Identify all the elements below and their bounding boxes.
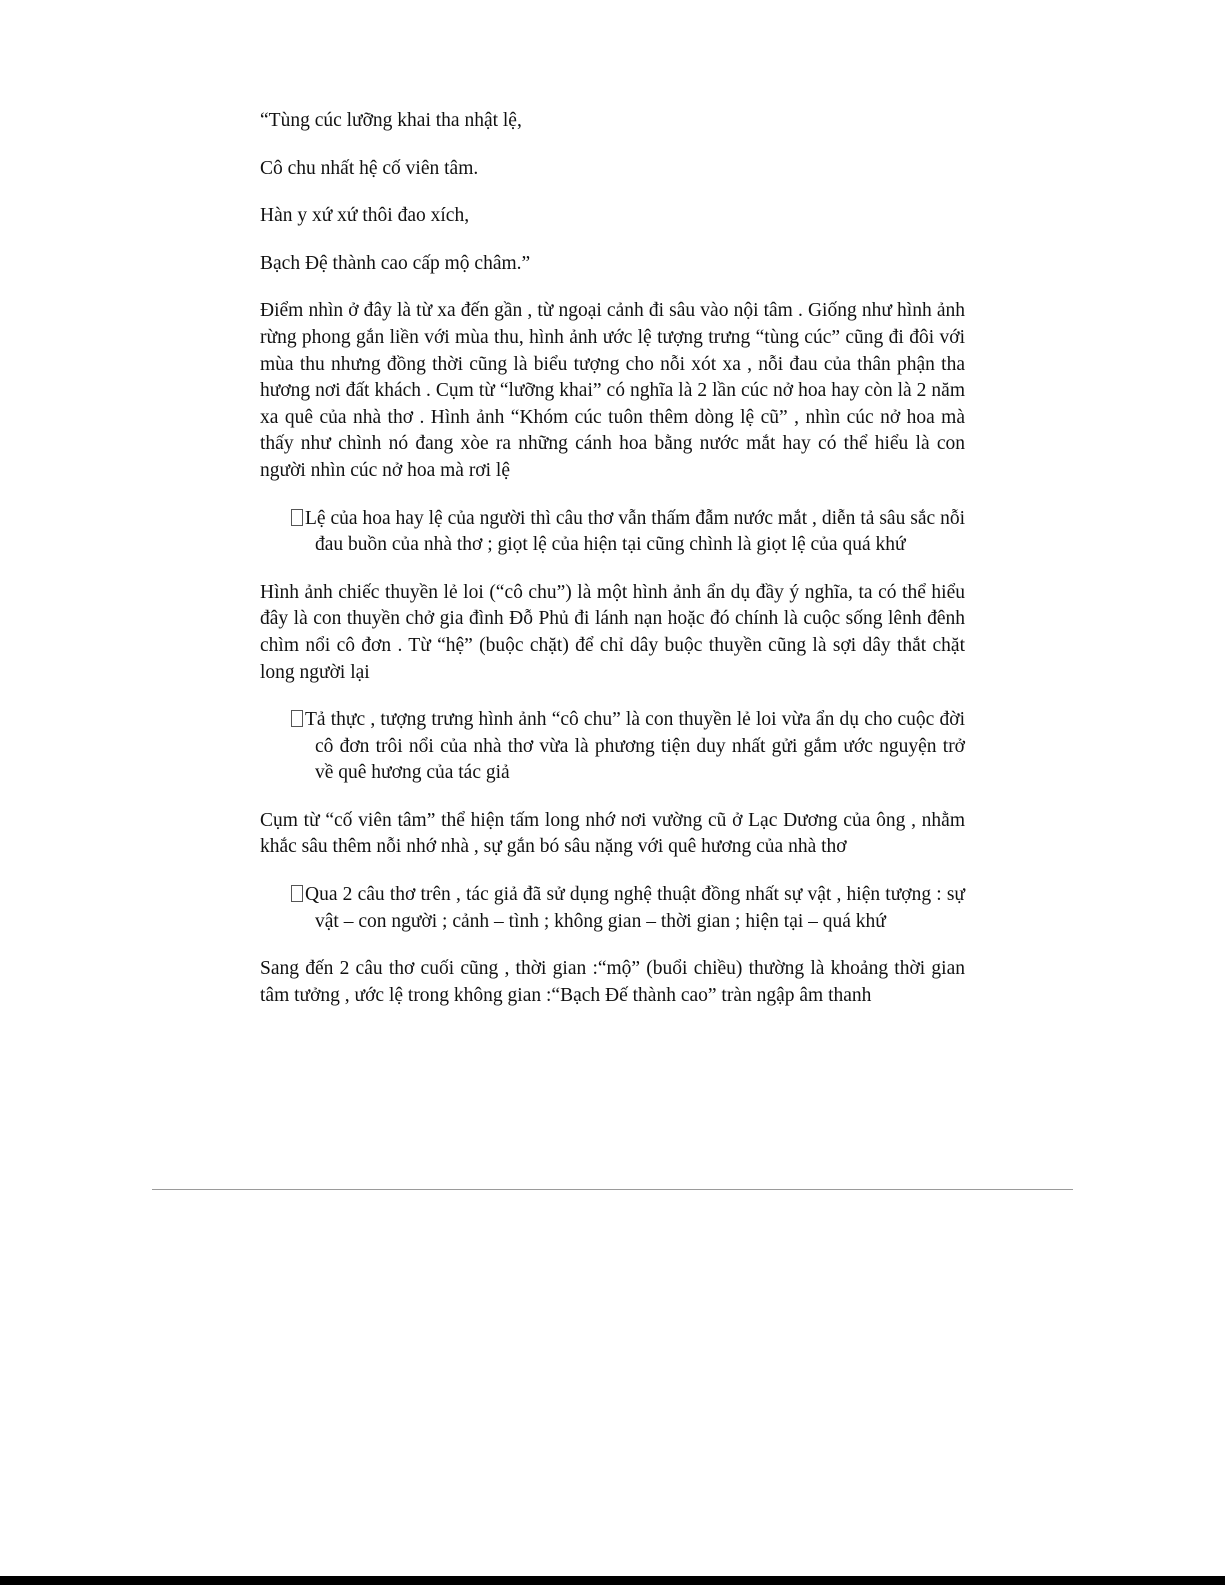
poem-line-1: “Tùng cúc lưỡng khai tha nhật lệ, [260,110,522,131]
missing-glyph-box-icon [291,509,303,526]
poem-line-2: Cô chu nhất hệ cố viên tâm. [260,157,479,179]
document-body [260,108,965,1030]
bullet-item-2 [291,707,965,787]
paragraph-analysis-3: Cụm từ “cố viên tâm” thể hiện tấm long nhớ nơi vường cũ ở Lạc Dương của ông , nhằm khắc sâu thêm nỗi nhớ nhà , sự gắn bó sâu nặng với quê hương của nhà thơ [260,809,965,858]
missing-glyph-box-icon [291,885,303,902]
bullet-item-3 [291,882,965,935]
paragraph-analysis-1: Điểm nhìn ở đây là từ xa đến gần , từ ngoại cảnh đi sâu vào nội tâm . Giống như hình ảnh rừng phong gắn liền với mùa thu, hình ảnh ước lệ tượng trưng “tùng cúc” cũng đi đôi với mùa thu nhưng đồng thời cũng là biểu tượng cho nỗi xót xa , nỗi đau của thân phận tha hương nơi đất khách . Cụm từ “lưỡng khai” có nghĩa là 2 lần cúc nở hoa hay còn là 2 năm xa quê của nhà thơ . Hình ảnh “Khóm cúc tuôn thêm dòng lệ cũ” , nhìn cúc nở hoa mà thấy như chình nó đang xòe ra những cánh hoa bằng nước mắt hay có thể hiểu là con người nhìn cúc nở hoa mà rơi lệ [260,300,965,481]
paragraph-analysis-4: Sang đến 2 câu thơ cuối cũng , thời gian :“mộ” (buổi chiều) thường là khoảng thời gian tâm tưởng , ước lệ trong không gian :“Bạch Đế thành cao” tràn ngập âm thanh [260,958,965,1006]
paragraph-analysis-2: Hình ảnh chiếc thuyền lẻ loi (“cô chu”) là một hình ảnh ẩn dụ đầy ý nghĩa, ta có thể hiểu đây là con thuyền chở gia đình Đỗ Phủ đi lánh nạn hoặc đó chính là cuộc sống lênh đênh chìm nổi cô đơn . Từ “hệ” (buộc chặt) để chỉ dây buộc thuyền cũng là sợi dây thắt chặt long người lại [260,581,965,683]
bullet-item-1 [291,506,965,559]
bullet-text-3: Qua 2 câu thơ trên , tác giả đã sử dụng nghệ thuật đồng nhất sự vật , hiện tượng : sự vật – con người ; cảnh – tình ; không gian – thời gian ; hiện tại – quá khứ [305,884,965,932]
bottom-edge-bar [0,1576,1225,1585]
poem-line-3: Hàn y xứ xứ thôi đao xích, [260,205,470,227]
page-divider [152,1189,1073,1190]
bullet-text-2: Tả thực , tượng trưng hình ảnh “cô chu” là con thuyền lẻ loi vừa ẩn dụ cho cuộc đời cô đơn trôi nổi của nhà thơ vừa là phương tiện duy nhất gửi gắm ước nguyện trở về quê hương của tác giả [305,709,965,784]
poem-line-4: Bạch Đệ thành cao cấp mộ châm.” [260,252,531,274]
bullet-text-1: Lệ của hoa hay lệ của người thì câu thơ vẫn thấm đẫm nước mắt , diễn tả sâu sắc nỗi đau buồn của nhà thơ ; giọt lệ của hiện tại cũng chình là giọt lệ của quá khứ [305,507,965,556]
missing-glyph-box-icon [291,710,303,727]
